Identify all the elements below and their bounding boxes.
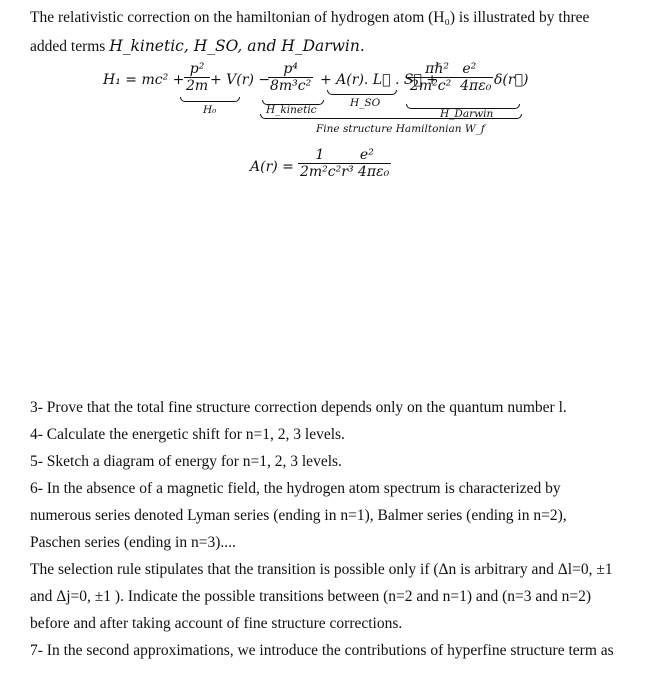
- brace-fine-structure: [260, 114, 522, 119]
- eq-p2-den: 2m: [186, 78, 209, 94]
- brace-so: [327, 90, 397, 95]
- question-5: 5- Sketch a diagram of energy for n=1, 2, 3 levels.: [30, 453, 342, 470]
- intro-line-2: [30, 36, 642, 57]
- question-7: 7- In the second approximations, we introduce the contributions of hyperfine structure term as: [30, 642, 614, 659]
- label-h0: H₀: [203, 104, 217, 116]
- ar-num: 1 e²: [315, 147, 374, 163]
- eq-darwin-num: πℏ² e²: [425, 61, 477, 77]
- eq-delta: δ(r⃗): [494, 72, 529, 88]
- intro-terms: H_kinetic, H_SO, and H_Darwin.: [109, 37, 365, 55]
- eq-darwin-den: 2m²c² 4πε₀: [410, 78, 492, 94]
- ar-fraction: [298, 148, 391, 180]
- intro-line-2-prefix: added terms: [30, 38, 110, 55]
- eq-lhs: H₁ = mc² +: [103, 72, 185, 88]
- intro-line-1: The relativistic correction on the hamiltonian of hydrogen atom (H₀) is illustrated by three: [30, 9, 590, 26]
- question-6-line-3: Paschen series (ending in n=3)....: [30, 534, 236, 551]
- eq-p4-num: p⁴: [283, 61, 298, 77]
- eq-p2-num: p²: [189, 61, 205, 77]
- selection-rule-line-1: The selection rule stipulates that the transition is possible only if (Δn is arbitrary and Δl=0, ±1: [30, 561, 613, 578]
- ar-lhs: A(r) =: [250, 159, 294, 175]
- brace-h0: [180, 97, 240, 102]
- eq-darwin-fraction: [408, 62, 493, 94]
- label-so: H_SO: [350, 97, 381, 109]
- eq-p4-fraction: [268, 62, 313, 94]
- question-3: 3- Prove that the total fine structure correction depends only on the quantum number l.: [30, 399, 567, 416]
- eq-p2-fraction: [184, 62, 210, 94]
- ar-den: 2m²c²r³ 4πε₀: [300, 164, 390, 180]
- selection-rule-line-2: and Δj=0, ±1 ). Indicate the possible transitions between (n=2 and n=1) and (n=3 and n=2): [30, 588, 592, 605]
- question-6-line-1: 6- In the absence of a magnetic field, the hydrogen atom spectrum is characterized by: [30, 480, 561, 497]
- label-fine-structure: Fine structure Hamiltonian W_f: [316, 123, 485, 135]
- eq-potential: + V(r) −: [210, 72, 271, 88]
- question-6-line-2: numerous series denoted Lyman series (ending in n=1), Balmer series (ending in n=2),: [30, 507, 567, 524]
- label-darwin: H_Darwin: [440, 108, 494, 120]
- selection-rule-line-3: before and after taking account of fine structure corrections.: [30, 615, 403, 632]
- eq-spin-orbit: + A(r). L⃗ . S⃗ +: [320, 72, 439, 88]
- eq-p4-den: 8m³c²: [270, 78, 312, 94]
- label-kinetic: H_kinetic: [266, 104, 317, 116]
- question-4: 4- Calculate the energetic shift for n=1, 2, 3 levels.: [30, 426, 345, 443]
